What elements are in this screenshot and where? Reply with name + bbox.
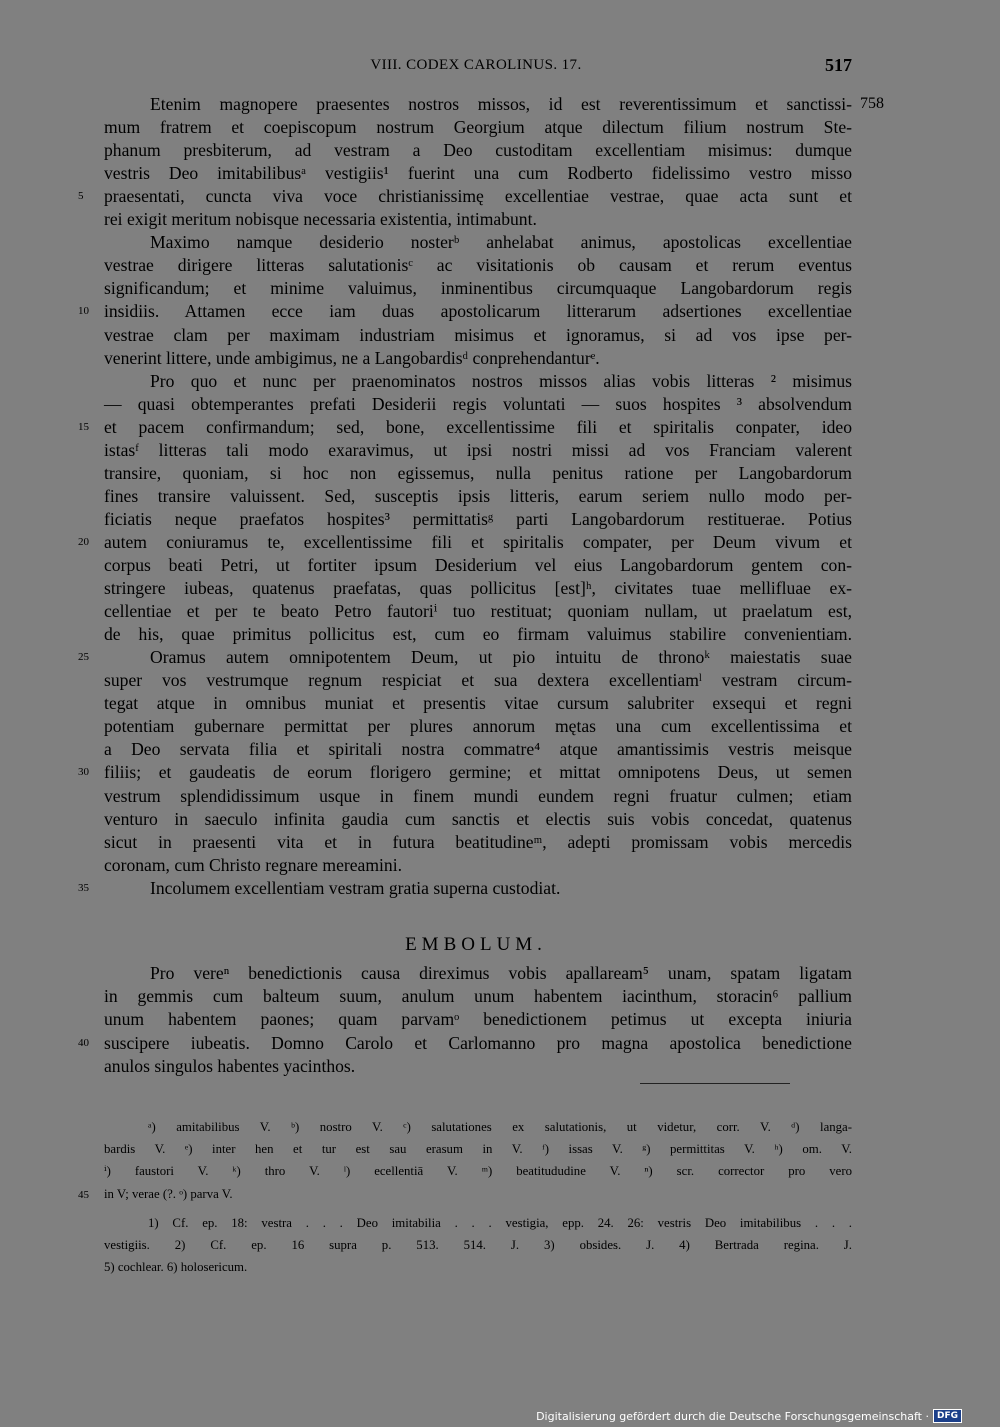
line-number: 35 bbox=[78, 881, 89, 894]
text-line: unum habentem paones; quam parvamᵒ benedictionem petimus ut excepta iniuria bbox=[104, 1009, 852, 1030]
text-line: in gemmis cum balteum suum, anulum unum habentem iacinthum, storacin⁶ pallium bbox=[104, 986, 852, 1007]
margin-note: 758 bbox=[860, 95, 884, 112]
footnote-line: in V; verae (?. ᵒ) parva V. bbox=[104, 1186, 233, 1201]
footnote-line: vestigiis. 2) Cf. ep. 16 supra p. 513. 514. J. 3) obsides. J. 4) Bertrada regina. J. bbox=[104, 1238, 852, 1252]
text-line: tegat atque in omnibus muniat et presentis vitae cursum salubriter exsequi et regni bbox=[104, 693, 852, 714]
page-number: 517 bbox=[825, 55, 852, 75]
text-line: Maximo namque desiderio nosterᵇ anhelabat animus, apostolicas excellentiae bbox=[150, 232, 852, 253]
text-line: autem coniuramus te, excellentissime fili et spiritalis compater, per Deum vivum et bbox=[104, 531, 852, 552]
footnote-rule bbox=[640, 1083, 790, 1084]
line-number: 5 bbox=[78, 190, 84, 203]
line-number: 25 bbox=[78, 651, 89, 664]
text-line: istasᶠ litteras tali modo exaravimus, ut ipsi nostri missi ad vos Franciam valerent bbox=[104, 439, 852, 460]
footnote-line: ᵃ) amitabilibus V. ᵇ) nostro V. ᶜ) salutationes ex salutationis, ut videtur, corr. V. ᵈ) langa- bbox=[148, 1120, 852, 1134]
text-line: fines transire valuissent. Sed, susceptis ipsis litteris, earum seriem nullo modo per- bbox=[104, 485, 852, 506]
text-line: cellentiae et per te beato Petro fautoriⁱ tuo restituat; quoniam nullam, ut praelatum est, bbox=[104, 601, 852, 622]
text-line: potentiam gubernare permittat per plures annorum mętas una cum excellentissima et bbox=[104, 716, 852, 737]
text-line: corpus beati Petri, ut fortiter ipsum Desiderium vel eius Langobardorum gentem con- bbox=[104, 555, 852, 575]
section-title: EMBOLUM. bbox=[405, 934, 547, 955]
text-line: filiis; et gaudeatis de eorum florigero germine; et mittat omnipotens Deus, ut semen bbox=[104, 762, 852, 783]
text-line: Etenim magnopere praesentes nostros missos, id est reverentissimum et sanctissi- bbox=[150, 94, 852, 114]
text-line: et pacem confirmandum; sed, bone, excellentissime fili et spiritalis conpater, ideo bbox=[104, 416, 852, 437]
line-number: 30 bbox=[78, 766, 89, 779]
text-line: vestrae clam per maximam industriam misimus et ignoramus, si ad vos ipse per- bbox=[104, 324, 852, 345]
text-line: de his, quae primitus pollicitus est, cum eo firmam valuimus stabilire convenientiam. bbox=[104, 624, 852, 645]
text-line: coronam, cum Christo regnare mereamini. bbox=[104, 854, 403, 875]
text-line: stringere iubeas, quatenus praefatas, quas pollicitus [est]ʰ, civitates tuae mellifluae ex- bbox=[104, 578, 852, 599]
footnote-line: ⁱ) faustori V. ᵏ) thro V. ˡ) ecellentiā V. ᵐ) beatitududine V. ⁿ) scr. corrector pro vero bbox=[104, 1164, 852, 1179]
running-header bbox=[100, 55, 852, 79]
footnote-line: 5) cochlear. 6) holosericum. bbox=[104, 1260, 248, 1274]
line-number: 20 bbox=[78, 535, 89, 548]
text-line: ficiatis neque praefatos hospites³ permittatisᵍ parti Langobardorum restituerae. Potius bbox=[104, 508, 852, 529]
text-line: insidiis. Attamen ecce iam duas apostolicarum litterarum adsertiones excellentiae bbox=[104, 301, 852, 322]
text-line: mum fratrem et coepiscopum nostrum Georgium atque dilectum filium nostrum Ste- bbox=[104, 117, 852, 138]
text-line: phanum presbiterum, ad vestram a Deo custoditam excellentiam misimus: dumque bbox=[104, 140, 852, 161]
line-number: 15 bbox=[78, 420, 89, 433]
text-line: Pro quo et nunc per praenominatos nostros missos alias vobis litteras ² misimus bbox=[150, 370, 852, 391]
text-line: vestris Deo imitabilibusᵃ vestigiis¹ fuerint una cum Rodberto fidelissimo vestro misso bbox=[104, 163, 852, 184]
text-line: praesentati, cuncta viva voce christianissimę excellentiae vestrae, quae acta sunt et bbox=[104, 186, 852, 207]
text-line: anulos singulos habentes yacinthos. bbox=[104, 1055, 356, 1076]
text-line: Pro vereⁿ benedictionis causa direximus vobis apallaream⁵ unam, spatam ligatam bbox=[150, 963, 852, 983]
text-line: venturo in saeculo infinita gaudia cum sanctis et electis suis vobis concedat, quatenus bbox=[104, 808, 852, 829]
text-line: vestrum splendidissimum usque in finem mundi eundem regni fruatur culmen; etiam bbox=[104, 785, 852, 806]
text-line: a Deo servata filia et spiritali nostra commatre⁴ atque amantissimis vestris meisque bbox=[104, 739, 852, 760]
text-line: super vos vestrumque regnum respiciat et sua dextera excellentiamˡ vestram circum- bbox=[104, 670, 852, 691]
text-line: transire, quoniam, si hoc non egissemus, nulla penitus ratione per Langobardorum bbox=[104, 462, 852, 483]
text-line: sicut in praesenti vita et in futura beatitudineᵐ, adepti promissam vobis mercedis bbox=[104, 831, 852, 852]
text-line: — quasi obtemperantes prefati Desiderii regis voluntati — suos hospites ³ absolvendum bbox=[104, 393, 852, 414]
footnote-line: bardis V. ᵉ) inter hen et tur est sau erasum in V. ᶠ) issas V. ᵍ) permittitas V. ʰ) om. V. bbox=[104, 1142, 852, 1157]
text-line: Oramus autem omnipotentem Deum, ut pio intuitu de thronoᵏ maiestatis suae bbox=[150, 647, 852, 668]
digitization-footer bbox=[536, 1409, 962, 1423]
footnote-line: 1) Cf. ep. 18: vestra . . . Deo imitabilia . . . vestigia, epp. 24. 26: vestris Deo imitabilibus . . . bbox=[148, 1216, 852, 1230]
dfg-logo: DFG bbox=[933, 1409, 962, 1423]
text-line: venerint littere, unde ambigimus, ne a Langobardisᵈ conprehendanturᵉ. bbox=[104, 347, 600, 368]
text-line: rei exigit meritum nobisque necessaria existentia, intimabunt. bbox=[104, 209, 537, 230]
text-line: vestrae dirigere litteras salutationisᶜ ac visitationis ob causam et rerum eventus bbox=[104, 255, 852, 276]
line-number: 45 bbox=[78, 1188, 89, 1201]
text-line: suscipere iubeatis. Domno Carolo et Carlomanno pro magna apostolica benedictione bbox=[104, 1032, 852, 1053]
line-number: 40 bbox=[78, 1036, 89, 1049]
line-number: 10 bbox=[78, 305, 89, 318]
footer-text: Digitalisierung gefördert durch die Deutsche Forschungsgemeinschaft · bbox=[536, 1409, 929, 1423]
text-line: significandum; et minime valuimus, inminentibus circumquaque Langobardorum regis bbox=[104, 278, 852, 299]
text-line: Incolumem excellentiam vestram gratia superna custodiat. bbox=[150, 877, 561, 898]
running-title: VIII. CODEX CAROLINUS. 17. bbox=[370, 57, 582, 73]
